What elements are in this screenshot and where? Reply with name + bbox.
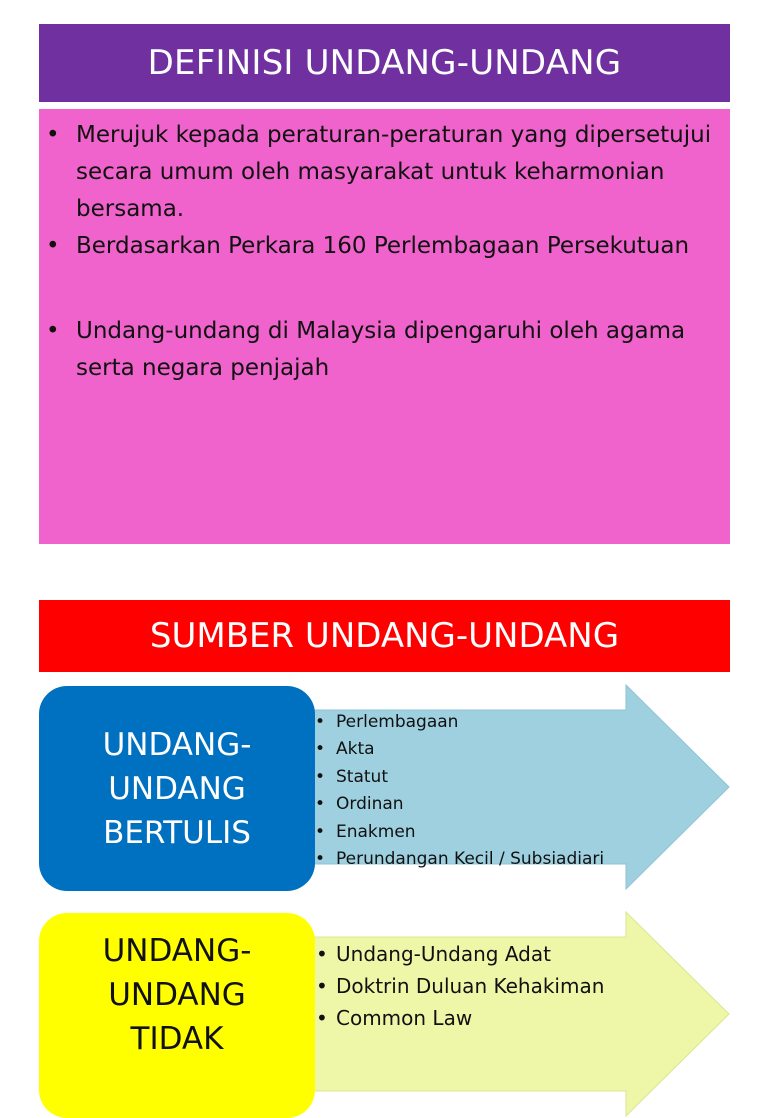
tidak-bertulis-list [316,938,636,1034]
undang-bertulis-label: UNDANG- UNDANG BERTULIS [102,726,252,851]
bertulis-item-text: Ordinan [336,794,404,815]
bullet-icon: • [315,849,326,870]
bertulis-item-text: Perlembagaan [336,712,459,732]
bertulis-item-text: Akta [336,739,375,760]
bertulis-item-text: Statut [336,766,388,787]
bullet-icon: • [46,233,60,259]
bertulis-item [315,736,635,763]
undang-bertulis-box [39,686,315,891]
tidak-bertulis-item [316,1002,636,1034]
bertulis-item [315,709,635,736]
tidak-bertulis-item [316,938,636,970]
tidak-bertulis-item-text: Doktrin Duluan Kehakiman [336,974,605,998]
bullet-icon: • [315,794,326,815]
bullet-icon: • [46,318,60,344]
tidak-bertulis-item-text: Undang-Undang Adat [336,942,551,966]
bullet-icon: • [315,739,326,760]
definisi-item-text: Berdasarkan Perkara 160 Perlembagaan Persekutuan [76,233,690,259]
bertulis-item-text: Enakmen [336,821,416,842]
bullet-icon: • [315,821,326,842]
bertulis-item [315,764,635,791]
bullet-icon: • [316,1006,328,1030]
bertulis-list [315,709,635,873]
undang-tidak-bertulis-box [39,913,315,1118]
undang-tidak-bertulis-label: UNDANG- UNDANG TIDAK [102,933,252,1057]
bullet-icon: • [315,712,326,732]
bullet-icon: • [316,974,328,998]
bertulis-item [315,846,635,873]
bullet-icon: • [315,766,326,787]
tidak-bertulis-item [316,970,636,1002]
sumber-title: SUMBER UNDANG-UNDANG [39,600,730,672]
definisi-item-text: Merujuk kepada peraturan-peraturan yang dipersetujui secara umum oleh masyarakat untuk keharmonian bersama. [76,122,712,222]
definisi-title: DEFINISI UNDANG-UNDANG [39,24,730,102]
definisi-item-text: Undang-undang di Malaysia dipengaruhi oleh agama serta negara penjajah [76,318,686,381]
bullet-icon: • [46,122,60,148]
bertulis-item-text: Perundangan Kecil / Subsiadiari [336,849,605,870]
tidak-bertulis-item-text: Common Law [336,1006,473,1030]
bertulis-item [315,791,635,818]
bertulis-item [315,819,635,846]
bullet-icon: • [316,942,328,966]
